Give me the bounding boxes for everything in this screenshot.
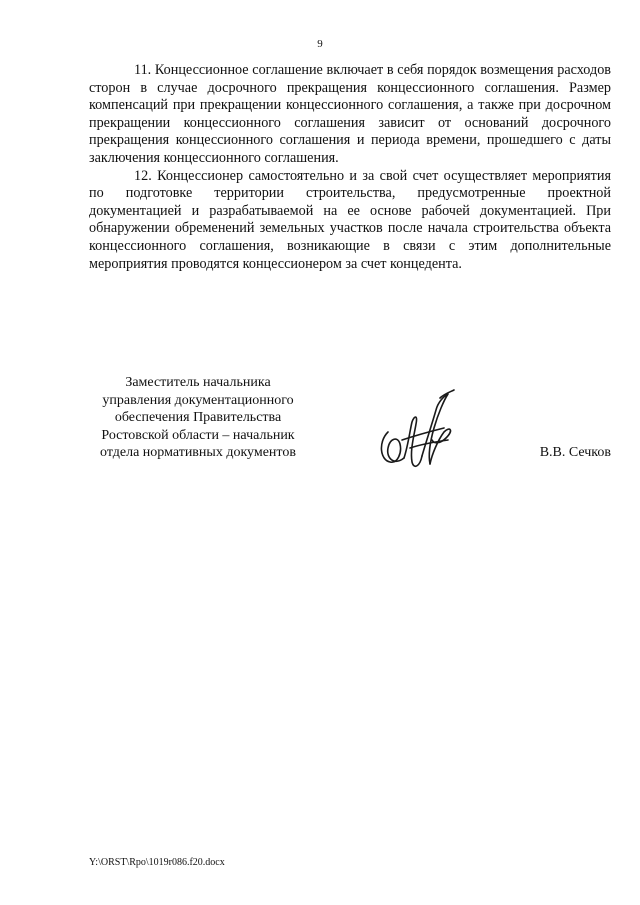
signatory-title-line: Ростовской области – начальник	[101, 427, 295, 443]
paragraph-11: 11. Концессионное соглашение включает в себя порядок возмещения расходов сторон в случае досрочного прекращения концессионного соглашения. Размер компенсаций при прекращении концессионного соглашения, а также при досрочном прекращении концессионного соглашения зависит от оснований досрочного прекращения концессионного соглашения и периода времени, прошедшего с даты заключения концессионного соглашения.	[89, 62, 611, 166]
file-path: Y:\ORST\Rpo\1019r086.f20.docx	[89, 857, 225, 868]
signatory-title-line: Заместитель начальника	[125, 375, 271, 390]
signature-block	[89, 374, 611, 484]
signatory-name: В.В. Сечков	[539, 445, 611, 460]
signatory-title-line: отдела нормативных документов	[100, 445, 296, 460]
signatory-title-line: обеспечения Правительства	[114, 410, 282, 425]
page-number: 9	[317, 38, 323, 50]
document-body	[89, 62, 611, 273]
paragraph-12: 12. Концессионер самостоятельно и за свой счет осуществляет мероприятия по подготовке территории строительства, предусмотренные проектной документацией и разрабатываемой на ее основе рабочей документацией. При обнаружении обременений земельных участков после начала строительства объекта концессионного соглашения, возникающие в связи с этим дополнительные мероприятия проводятся концессионером за счет концедента.	[89, 167, 611, 272]
signatory-title-line: управления документационного	[102, 392, 294, 408]
signatory-title	[89, 374, 307, 462]
handwritten-signature	[374, 388, 464, 478]
